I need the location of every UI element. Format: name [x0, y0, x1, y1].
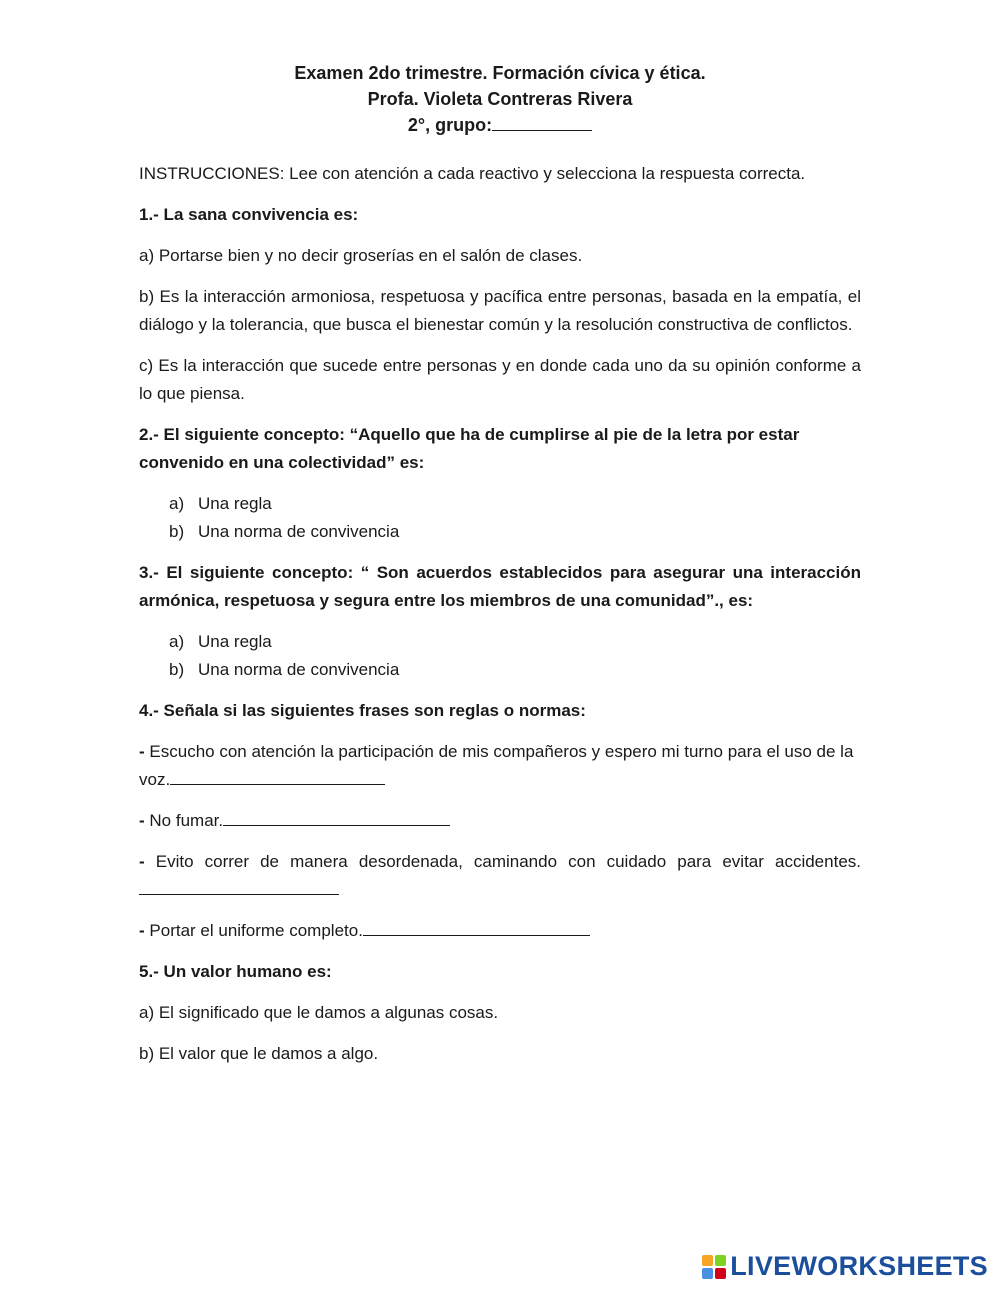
q2-options: [139, 490, 861, 546]
q1-option-c[interactable]: c) Es la interacción que sucede entre personas y en donde cada uno da su opinión conforme a lo que piensa.: [139, 356, 861, 403]
q3-options: [139, 628, 861, 684]
q2-option-b[interactable]: b) Una norma de convivencia: [169, 522, 400, 541]
worksheet-page: [139, 60, 861, 1068]
group-line: [139, 112, 861, 138]
q5-option-b[interactable]: b) El valor que le damos a algo.: [139, 1044, 379, 1063]
group-label: 2°, grupo:: [407, 115, 493, 135]
liveworksheets-logo-text: LIVEWORKSHEETS: [730, 1251, 988, 1281]
q4-blank-3[interactable]: [139, 876, 339, 895]
q4-blank-1[interactable]: [170, 766, 385, 785]
q4-item-1: - Escucho con atención la participación de mis compañeros y espero mi turno para el uso de la voz.: [139, 742, 854, 789]
q4-item-2: - No fumar.: [139, 807, 861, 835]
q3-option-a[interactable]: a) Una regla: [169, 632, 272, 651]
q1-option-a[interactable]: a) Portarse bien y no decir groserías en el salón de clases.: [139, 246, 583, 265]
q5-option-a[interactable]: a) El significado que le damos a algunas cosas.: [139, 1003, 499, 1022]
q4-blank-4[interactable]: [363, 917, 590, 936]
teacher-name: Profa. Violeta Contreras Rivera: [367, 89, 633, 109]
q1-option-b[interactable]: b) Es la interacción armoniosa, respetuosa y pacífica entre personas, basada en la empatía, el diálogo y la tolerancia, que busca el bienestar común y la resolución constructiva de conflictos.: [139, 287, 861, 334]
question-1: 1.- La sana convivencia es:: [139, 205, 359, 224]
question-5: 5.- Un valor humano es:: [139, 962, 332, 981]
question-2: 2.- El siguiente concepto: “Aquello que ha de cumplirse al pie de la letra por estar convenido en una colectividad” es:: [139, 425, 800, 472]
question-3: 3.- El siguiente concepto: “ Son acuerdos establecidos para asegurar una interacción armónica, respetuosa y segura entre los miembros de una comunidad”., es:: [139, 563, 861, 610]
q4-blank-2[interactable]: [223, 807, 450, 826]
q4-item-3: - Evito correr de manera desordenada, caminando con cuidado para evitar accidentes.: [139, 848, 861, 904]
group-blank[interactable]: [492, 112, 592, 131]
q4-item-4: - Portar el uniforme completo.: [139, 917, 861, 945]
liveworksheets-logo-icon: [702, 1255, 726, 1279]
instructions: INSTRUCCIONES: Lee con atención a cada reactivo y selecciona la respuesta correcta.: [139, 164, 806, 183]
exam-header: [139, 60, 861, 138]
exam-title: Examen 2do trimestre. Formación cívica y ética.: [294, 63, 706, 83]
question-4: 4.- Señala si las siguientes frases son reglas o normas:: [139, 701, 586, 720]
liveworksheets-logo: [702, 1251, 988, 1282]
q2-option-a[interactable]: a) Una regla: [169, 494, 272, 513]
q3-option-b[interactable]: b) Una norma de convivencia: [169, 660, 400, 679]
